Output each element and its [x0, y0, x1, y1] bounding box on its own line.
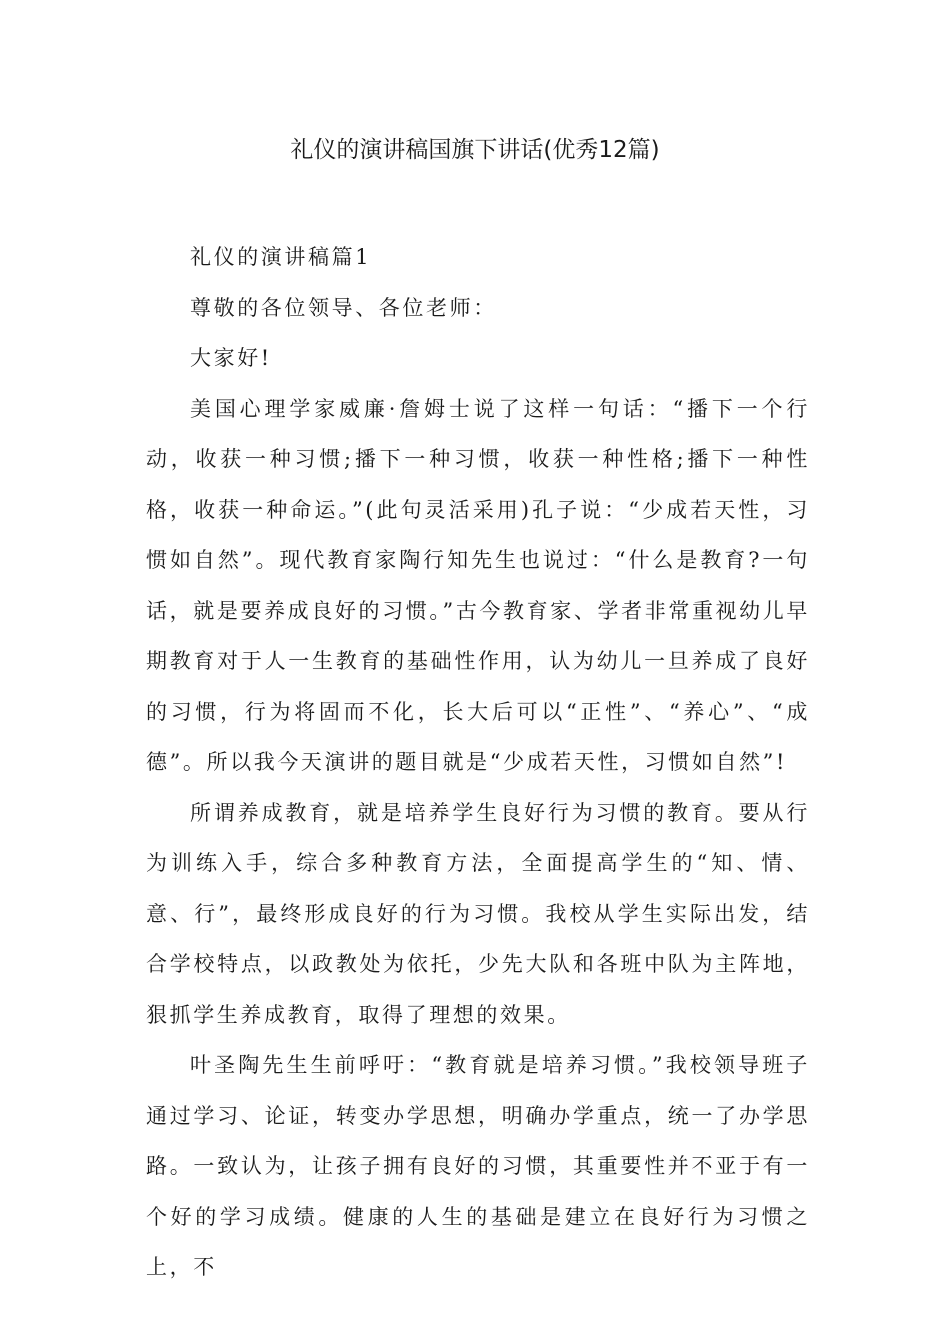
- document-title: 礼仪的演讲稿国旗下讲话(优秀12篇): [290, 137, 660, 163]
- greeting: 大家好!: [190, 346, 272, 370]
- document-body: [146, 232, 810, 1293]
- salutation: 尊敬的各位领导、各位老师：: [190, 295, 497, 320]
- section-heading: 礼仪的演讲稿篇1: [190, 245, 372, 269]
- paragraph: 所谓养成教育，就是培养学生良好行为习惯的教育。要从行为训练入手，综合多种教育方法，全面提高学生的“知、情、意、行”，最终形成良好的行为习惯。我校从学生实际出发，结合学校特点，以政教处为依托，少先大队和各班中队为主阵地，狠抓学生养成教育，取得了理想的效果。: [146, 800, 810, 1027]
- paragraph: 美国心理学家威廉·詹姆士说了这样一句话：“播下一个行动，收获一种习惯;播下一种习惯，收获一种性格;播下一种性格，收获一种命运。”(此句灵活采用)孔子说：“少成若天性，习惯如自然”。现代教育家陶行知先生也说过：“什么是教育?一句话，就是要养成良好的习惯。”古今教育家、学者非常重视幼儿早期教育对于人一生教育的基础性作用，认为幼儿一旦养成了良好的习惯，行为将固而不化，长大后可以“正性”、“养心”、“成德”。所以我今天演讲的题目就是“少成若天性，习惯如自然”!: [146, 396, 810, 774]
- paragraph: 叶圣陶先生生前呼吁：“教育就是培养习惯。”我校领导班子通过学习、论证，转变办学思想，明确办学重点，统一了办学思路。一致认为，让孩子拥有良好的习惯，其重要性并不亚于有一个好的学习成绩。健康的人生的基础是建立在良好行为习惯之上，不: [146, 1053, 810, 1279]
